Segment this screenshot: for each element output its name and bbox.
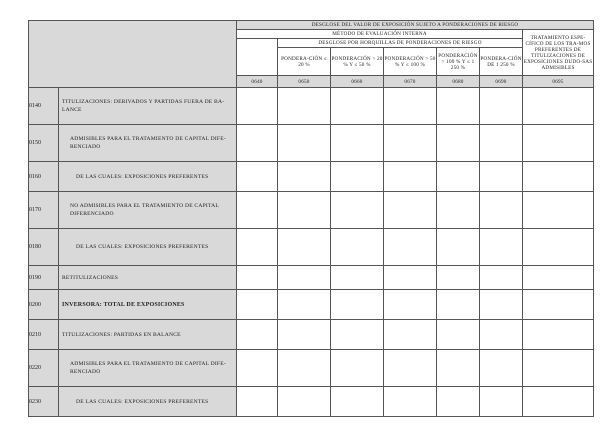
data-cell[interactable] — [437, 320, 480, 350]
table-body — [29, 88, 594, 417]
data-cell[interactable] — [523, 266, 594, 290]
data-cell[interactable] — [331, 290, 384, 320]
data-cell[interactable] — [384, 290, 437, 320]
data-cell[interactable] — [480, 290, 523, 320]
data-cell[interactable] — [384, 229, 437, 266]
specific-treatment-header: TRATAMIENTO ESPE-CÍFICO DE LOS TRA-MOS PREFERENTES DE TITULIZACIONES DE EXPOSICIONES DUDO-SAS ADMISIBLES — [523, 30, 594, 76]
data-cell[interactable] — [523, 290, 594, 320]
data-cell[interactable] — [437, 162, 480, 192]
table-row — [29, 162, 594, 192]
row-code: 0180 — [29, 229, 59, 266]
row-code: 0210 — [29, 320, 59, 350]
column-header: PONDERACIÓN > 20 % Y ≤ 50 % — [331, 48, 384, 76]
row-label: NO ADMISIBLES PARA EL TRATAMIENTO DE CAPITAL DIFERENCIADO — [59, 192, 237, 229]
data-cell[interactable] — [237, 192, 278, 229]
row-label: DE LAS CUALES: EXPOSICIONES PREFERENTES — [59, 162, 237, 192]
data-cell[interactable] — [480, 125, 523, 162]
column-code: 0690 — [480, 76, 523, 88]
data-cell[interactable] — [278, 125, 331, 162]
data-cell[interactable] — [278, 88, 331, 125]
row-label: INVERSORA: TOTAL DE EXPOSICIONES — [59, 290, 237, 320]
row-code: 0230 — [29, 387, 59, 417]
data-cell[interactable] — [278, 192, 331, 229]
data-cell[interactable] — [480, 320, 523, 350]
row-code: 0220 — [29, 350, 59, 387]
data-cell[interactable] — [331, 88, 384, 125]
data-cell[interactable] — [523, 192, 594, 229]
data-cell[interactable] — [237, 162, 278, 192]
method-header: MÉTODO DE EVALUACIÓN INTERNA — [237, 30, 523, 39]
row-code: 0150 — [29, 125, 59, 162]
data-cell[interactable] — [523, 320, 594, 350]
data-cell[interactable] — [523, 387, 594, 417]
data-cell[interactable] — [480, 88, 523, 125]
data-cell[interactable] — [384, 192, 437, 229]
data-cell[interactable] — [437, 88, 480, 125]
data-cell[interactable] — [384, 320, 437, 350]
column-header: PONDERA-CIÓN DE 1 250 % — [480, 48, 523, 76]
column-header: PONDERACIÓN > 100 % Y ≤ 1 250 % — [437, 48, 480, 76]
column-code: 0650 — [278, 76, 331, 88]
data-cell[interactable] — [278, 229, 331, 266]
data-cell[interactable] — [480, 229, 523, 266]
data-cell[interactable] — [523, 350, 594, 387]
row-code: 0140 — [29, 88, 59, 125]
row-label: TITULIZACIONES: DERIVADOS Y PARTIDAS FUERA DE BA-LANCE — [59, 88, 237, 125]
data-cell[interactable] — [331, 320, 384, 350]
data-cell[interactable] — [331, 387, 384, 417]
row-code: 0200 — [29, 290, 59, 320]
data-cell[interactable] — [384, 387, 437, 417]
data-cell[interactable] — [437, 350, 480, 387]
data-cell[interactable] — [237, 88, 278, 125]
row-label: DE LAS CUALES: EXPOSICIONES PREFERENTES — [59, 387, 237, 417]
data-cell[interactable] — [480, 350, 523, 387]
table-row — [29, 290, 594, 320]
data-cell[interactable] — [384, 266, 437, 290]
data-cell[interactable] — [278, 266, 331, 290]
method-blank-cell — [237, 39, 278, 76]
data-cell[interactable] — [331, 125, 384, 162]
data-cell[interactable] — [237, 387, 278, 417]
column-code: 0680 — [437, 76, 480, 88]
data-cell[interactable] — [523, 125, 594, 162]
data-cell[interactable] — [331, 162, 384, 192]
row-label: TITULIZACIONES: PARTIDAS EN BALANCE — [59, 320, 237, 350]
table-row — [29, 320, 594, 350]
row-label: DE LAS CUALES: EXPOSICIONES PREFERENTES — [59, 229, 237, 266]
data-cell[interactable] — [480, 266, 523, 290]
data-cell[interactable] — [523, 88, 594, 125]
column-code: 0660 — [331, 76, 384, 88]
data-cell[interactable] — [237, 320, 278, 350]
table-row — [29, 266, 594, 290]
column-code: 0695 — [523, 76, 594, 88]
data-cell[interactable] — [237, 290, 278, 320]
data-cell[interactable] — [278, 320, 331, 350]
column-header: PONDERACIÓN > 50 % Y ≤ 100 % — [384, 48, 437, 76]
data-cell[interactable] — [523, 162, 594, 192]
data-cell[interactable] — [331, 266, 384, 290]
column-header: PONDERA-CIÓN ≤ 20 % — [278, 48, 331, 76]
data-cell[interactable] — [437, 290, 480, 320]
data-cell[interactable] — [480, 387, 523, 417]
data-cell[interactable] — [384, 88, 437, 125]
data-cell[interactable] — [237, 229, 278, 266]
data-cell[interactable] — [437, 192, 480, 229]
data-cell[interactable] — [278, 350, 331, 387]
data-cell[interactable] — [237, 125, 278, 162]
data-cell[interactable] — [237, 266, 278, 290]
table-row — [29, 387, 594, 417]
row-code: 0160 — [29, 162, 59, 192]
data-cell[interactable] — [278, 387, 331, 417]
data-cell[interactable] — [437, 125, 480, 162]
data-cell[interactable] — [384, 162, 437, 192]
data-cell[interactable] — [237, 350, 278, 387]
row-code: 0190 — [29, 266, 59, 290]
table-row — [29, 125, 594, 162]
header-blank-cell — [29, 21, 237, 88]
data-cell[interactable] — [331, 192, 384, 229]
data-cell[interactable] — [384, 125, 437, 162]
data-cell[interactable] — [437, 266, 480, 290]
table-row — [29, 192, 594, 229]
data-cell[interactable] — [523, 229, 594, 266]
row-code: 0170 — [29, 192, 59, 229]
exposure-breakdown-table — [28, 20, 594, 417]
data-cell[interactable] — [480, 192, 523, 229]
table-row — [29, 229, 594, 266]
row-label: ADMISIBLES PARA EL TRATAMIENTO DE CAPITAL DIFE-RENCIADO — [59, 125, 237, 162]
column-code: 0670 — [384, 76, 437, 88]
data-cell[interactable] — [480, 162, 523, 192]
data-cell[interactable] — [331, 350, 384, 387]
data-cell[interactable] — [278, 290, 331, 320]
row-label: ADMISIBLES PARA EL TRATAMIENTO DE CAPITAL DIFE-RENCIADO — [59, 350, 237, 387]
data-cell[interactable] — [331, 229, 384, 266]
table-row — [29, 88, 594, 125]
data-cell[interactable] — [384, 350, 437, 387]
breakdown-header: DESGLOSE DEL VALOR DE EXPOSICIÓN SUJETO A PONDERACIONES DE RIESGO — [237, 21, 594, 30]
row-label: RETITULIZACIONES — [59, 266, 237, 290]
data-cell[interactable] — [278, 162, 331, 192]
column-code: 0640 — [237, 76, 278, 88]
data-cell[interactable] — [437, 229, 480, 266]
buckets-header: DESGLOSE POR HORQUILLAS DE PONDERACIONES DE RIESGO — [278, 39, 523, 48]
data-cell[interactable] — [437, 387, 480, 417]
table-row — [29, 350, 594, 387]
